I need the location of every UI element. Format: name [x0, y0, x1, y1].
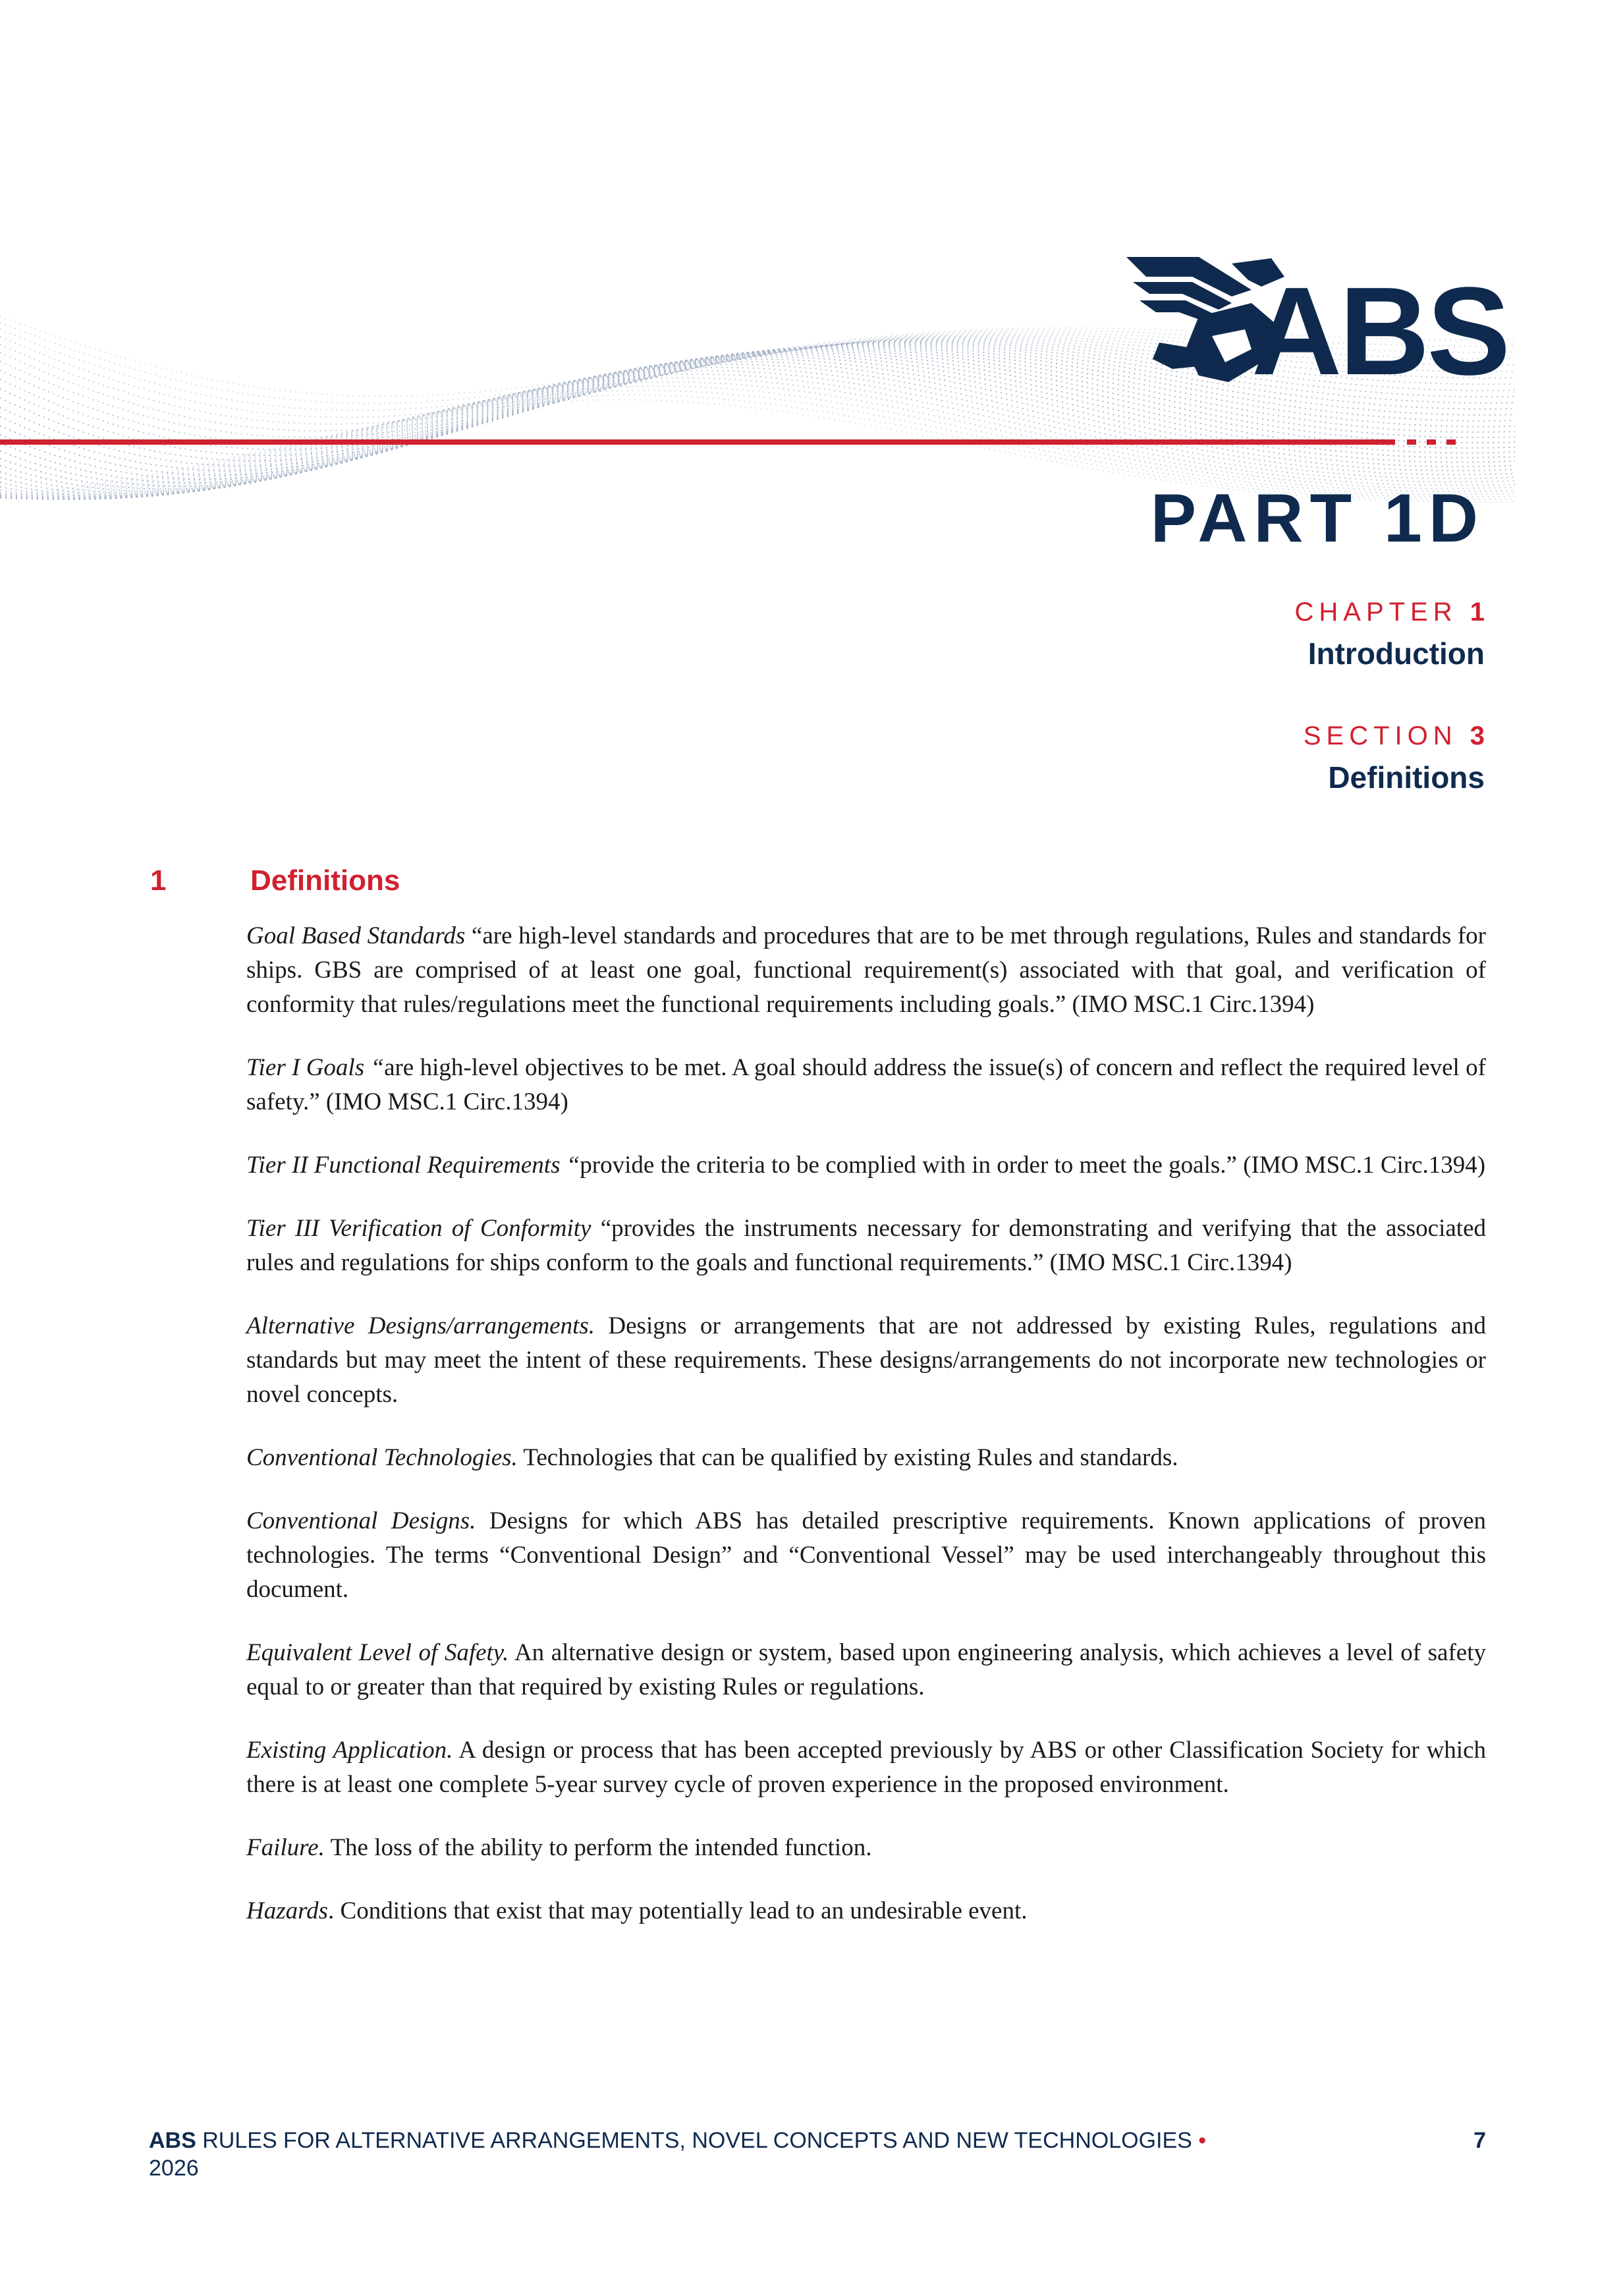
part-title: PART 1D [1150, 480, 1485, 557]
definition-paragraph [246, 1733, 1486, 1802]
footer-title-line [149, 2127, 1486, 2154]
heading-number: 1 [150, 864, 167, 897]
definition-text: Designs for which ABS has detailed prescriptive requirements. Known applications of proven technologies. The terms “Conventional Design” and “Conventional Vessel” may be used interchangeably throughout this document. [246, 1507, 1487, 1603]
footer-bullet: • [1198, 2128, 1207, 2153]
definition-text: “provides the instruments necessary for demonstrating and verifying that the associated rules and regulations for ships conform to the goals and functional requirements.” (IMO MSC.1 Circ.1394) [246, 1215, 1486, 1276]
definition-term: Goal Based Standards [246, 922, 466, 949]
definition-paragraph [246, 1148, 1486, 1183]
section-label: SECTION [1303, 721, 1458, 750]
definition-term: Tier II Functional Requirements “ [246, 1152, 580, 1179]
definition-paragraph [246, 1051, 1486, 1119]
definition-text: provide the criteria to be complied with in order to meet the goals.” (IMO MSC.1 Circ.1394) [580, 1152, 1486, 1179]
definition-term: Equivalent Level of Safety. [246, 1639, 509, 1666]
definition-term: Existing Application. [246, 1737, 453, 1764]
chapter-label: CHAPTER [1294, 598, 1458, 627]
definition-term: Alternative Designs/arrangements. [246, 1312, 595, 1339]
definition-term: Hazards [246, 1897, 329, 1924]
section-number: 3 [1470, 721, 1485, 750]
section-line [1151, 723, 1485, 749]
abs-logo-text: ABS [1252, 262, 1508, 401]
definition-text: are high-level objectives to be met. A goal should address the issue(s) of concern and reflect the required level of safety.” (IMO MSC.1 Circ.1394) [246, 1054, 1486, 1115]
red-divider [0, 439, 1395, 445]
definition-paragraph [246, 1636, 1486, 1704]
section-name: Definitions [1328, 760, 1485, 795]
chapter-header [1150, 480, 1485, 795]
definition-term: Failure. [246, 1834, 325, 1861]
definition-paragraph [246, 1831, 1486, 1865]
definition-paragraph [246, 1894, 1486, 1928]
definition-text: Designs or arrangements that are not addressed by existing Rules, regulations and standards but may meet the intent of these requirements. These designs/arrangements do not incorporate new technologies or novel concepts. [246, 1312, 1486, 1408]
footer-title: RULES FOR ALTERNATIVE ARRANGEMENTS, NOVEL CONCEPTS AND NEW TECHNOLOGIES [196, 2128, 1199, 2153]
definition-text: An alternative design or system, based upon engineering analysis, which achieves a level of safety equal to or greater than that required by existing Rules or regulations. [246, 1639, 1486, 1700]
footer-year: 2026 [149, 2156, 199, 2181]
definitions-body [246, 919, 1486, 1957]
definition-text: “are high-level standards and procedures that are to be met through regulations, Rules and standards for ships. GBS are comprised of at least one goal, functional requirement(s) associated with that goal, and verification of conformity that rules/regulations meet the functional requirements including goals.” (IMO MSC.1 Circ.1394) [246, 922, 1486, 1018]
heading-title: Definitions [250, 864, 400, 897]
definition-paragraph [246, 1309, 1486, 1412]
definition-text: The loss of the ability to perform the intended function. [324, 1834, 872, 1861]
definition-term: Tier I Goals “ [246, 1054, 385, 1081]
definition-text: A design or process that has been accepted previously by ABS or other Classification Society for which there is at least one complete 5-year survey cycle of proven experience in the proposed environment. [246, 1737, 1486, 1798]
definition-paragraph [246, 1441, 1486, 1475]
definition-paragraph [246, 1504, 1486, 1607]
definition-term: Conventional Technologies. [246, 1444, 518, 1471]
definition-text: . Conditions that exist that may potentially lead to an undesirable event. [328, 1897, 1028, 1924]
chapter-name: Introduction [1307, 636, 1485, 671]
chapter-line [1151, 599, 1485, 625]
definition-term: Conventional Designs. [246, 1507, 476, 1534]
footer-brand: ABS [149, 2128, 196, 2153]
definition-paragraph [246, 919, 1486, 1022]
definition-term: Tier III Verification of Conformity [246, 1215, 591, 1242]
page-number: 7 [1473, 2128, 1486, 2153]
definition-text: Technologies that can be qualified by existing Rules and standards. [517, 1444, 1178, 1471]
definition-paragraph [246, 1212, 1486, 1280]
chapter-number: 1 [1470, 598, 1485, 627]
red-divider-dots [1407, 439, 1460, 445]
page-footer [149, 2127, 1486, 2182]
